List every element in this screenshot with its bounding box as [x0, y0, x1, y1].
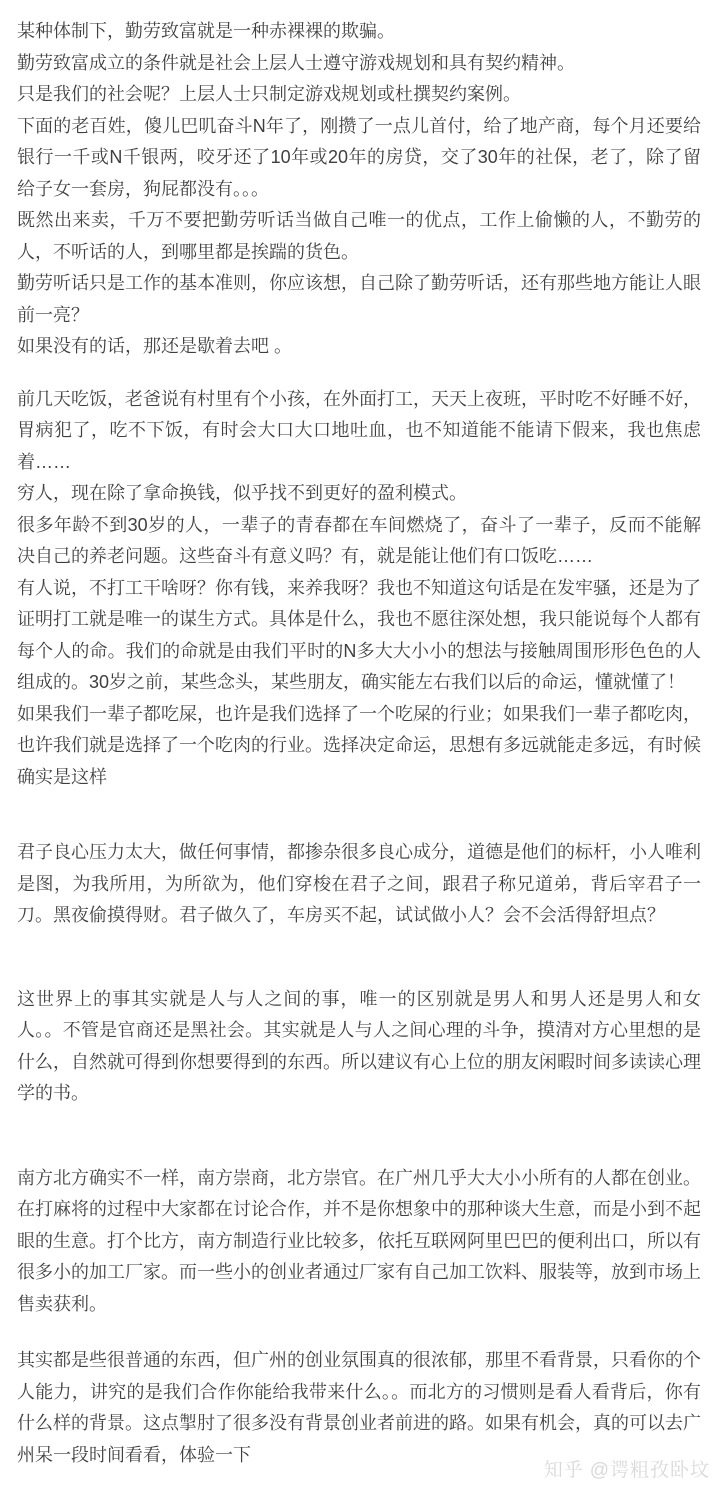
paragraph: 这世界上的事其实就是人与人之间的事，唯一的区别就是男人和男人还是男人和女人。。不管是官商还是黑社会。其实就是人与人之间心理的斗争，摸清对方心里想的是什么，自然就可得到你想要得到的东西。所以建议有心上位的朋友闲暇时间多读读心理学的书。 [17, 988, 701, 1103]
paragraph: 如果没有的话，那还是歇着去吧 。 [17, 336, 292, 356]
paragraph: 某种体制下，勤劳致富就是一种赤裸裸的欺骗。 [17, 21, 395, 41]
paragraph: 南方北方确实不一样，南方崇商，北方崇官。在广州几乎大大小小所有的人都在创业。在打麻将的过程中大家都在讨论合作，并不是你想象中的那种谈大生意，而是小到不起眼的生意。打个比方，南方制造行业比较多，依托互联网阿里巴巴的便利出口，所以有很多小的加工厂家。而一些小的创业者通过厂家有自己加工饮料、服装等，放到市场上售卖获利。 [17, 1167, 701, 1314]
paragraph: 穷人，现在除了拿命换钱，似乎找不到更好的盈利模式。 [17, 483, 467, 503]
zhihu-brand-label: 知乎 [543, 1460, 584, 1481]
paragraph: 君子良心压力太大，做任何事情，都掺杂很多良心成分，道德是他们的标杆，小人唯利是图，为我所用，为所欲为，他们穿梭在君子之间，跟君子称兄道弟，背后宰君子一刀。黑夜偷摸得财。君子做久了，车房买不起，试试做小人？会不会活得舒坦点？ [17, 842, 701, 925]
zhihu-watermark [544, 1455, 710, 1482]
paragraph: 前几天吃饭，老爸说有村里有个小孩，在外面打工，天天上夜班，平时吃不好睡不好，胃病犯了，吃不下饭，有时会大口大口地吐血，也不知道能不能请下假来，我也焦虑着…… [17, 388, 701, 472]
paragraph: 其实都是些很普通的东西，但广州的创业氛围真的很浓郁，那里不看背景，只看你的个人能力，讲究的是我们合作你能给我带来什么。。而北方的习惯则是看人看背后，你有什么样的背景。这点掣肘了很多没有背景创业者前进的路。如果有机会，真的可以去广州呆一段时间看看，体验一下 [17, 1350, 701, 1465]
paragraph: 勤劳致富成立的条件就是社会上层人士遵守游戏规划和具有契约精神。 [17, 52, 575, 73]
paragraph: 只是我们的社会呢？上层人士只制定游戏规划或杜撰契约案例。 [17, 84, 521, 104]
paragraph: 有人说，不打工干啥呀？你有钱，来养我呀？我也不知道这句话是在发牢骚，还是为了证明打工就是唯一的谋生方式。具体是什么，我也不愿往深处想，我只能说每个人都有每个人的命。我们的命就是由我们平时的N多大大小小的想法与接触周围形形色色的人组成的。30岁之前，某些念头，某些朋友，确实能左右我们以后的命运，懂就懂了！ [17, 577, 701, 692]
paragraph: 下面的老百姓，傻儿巴叽奋斗N年了，刚攒了一点儿首付，给了地产商，每个月还要给银行一千或N千银两，咬牙还了10年或20年的房贷，交了30年的社保，老了，除了留给子女一套房，狗屁都没有。。。 [17, 115, 701, 199]
paragraph: 如果我们一辈子都吃屎，也许是我们选择了一个吃屎的行业；如果我们一辈子都吃肉，也许我们就是选择了一个吃肉的行业。选择决定命运，思想有多远就能走多远，有时候确实是这样 [17, 703, 701, 787]
paragraph: 勤劳听话只是工作的基本准则，你应该想，自己除了勤劳听话，还有那些地方能让人眼前一亮？ [17, 273, 701, 325]
zhihu-author-handle: @谔粗孜卧坟 [589, 1460, 710, 1481]
paragraph: 很多年龄不到30岁的人，一辈子的青春都在车间燃烧了，奋斗了一辈子，反而不能解决自己的养老问题。这些奋斗有意义吗？有，就是能让他们有口饭吃…… [17, 514, 701, 566]
paragraph: 既然出来卖，千万不要把勤劳听话当做自己唯一的优点，工作上偷懒的人，不勤劳的人，不听话的人，到哪里都是挨踹的货色。 [17, 210, 701, 262]
